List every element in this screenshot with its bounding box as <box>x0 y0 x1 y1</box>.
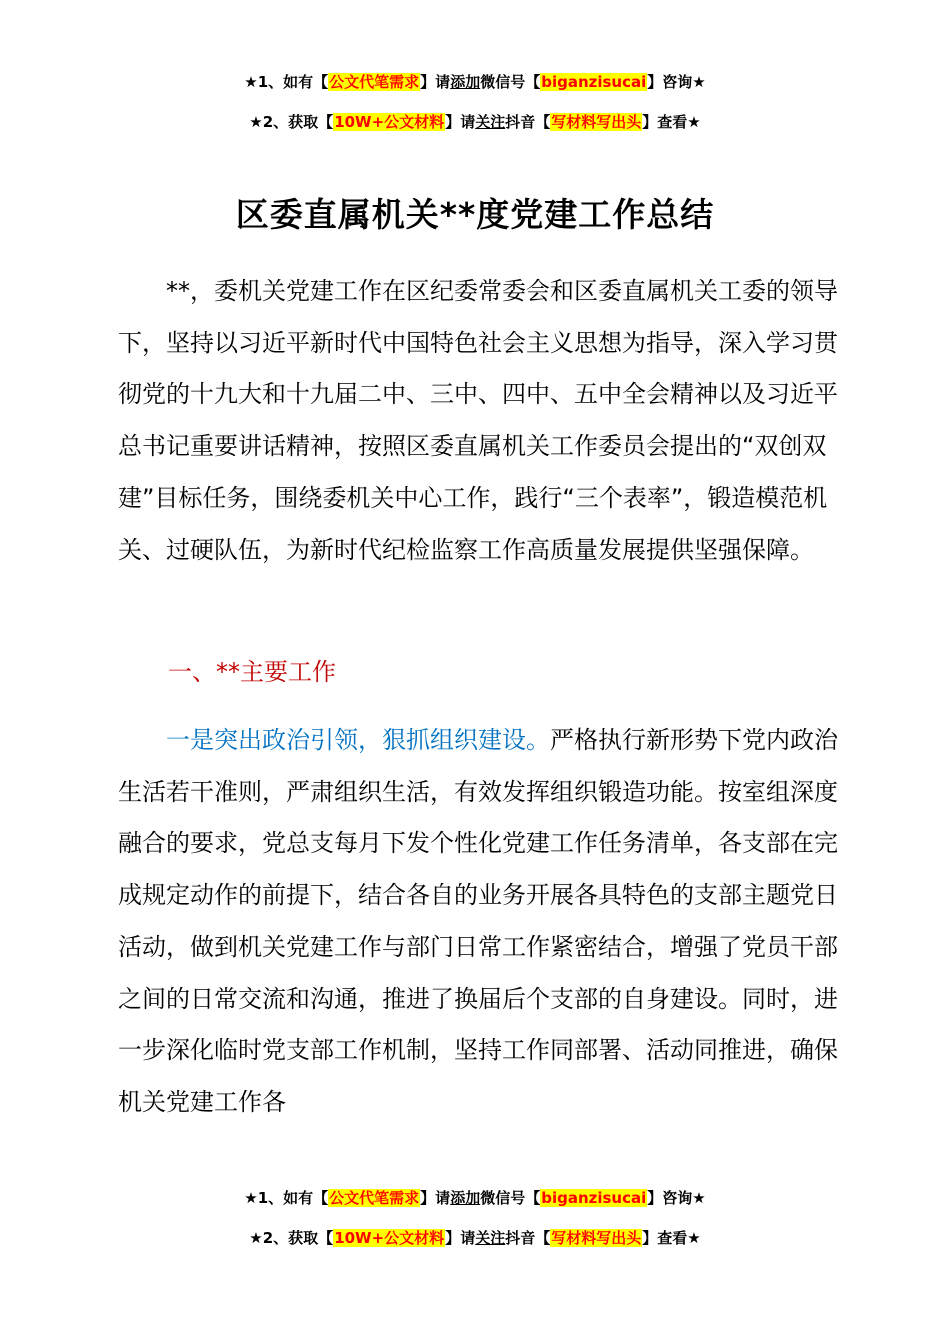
bottom-banner-line-1 <box>0 1188 950 1208</box>
banner-text: 】请 <box>420 1189 451 1207</box>
banner-highlight: 公文代笔需求 <box>329 1189 420 1207</box>
banner-highlight: biganzisucai <box>541 73 647 91</box>
banner-underlined: 关注 <box>475 1229 506 1247</box>
body-paragraph <box>118 715 858 1129</box>
document-title: 区委直属机关**度党建工作总结 <box>235 195 715 234</box>
banner-text: 】请 <box>445 113 476 131</box>
banner-underlined: 添加 <box>450 1189 481 1207</box>
paragraph-lead: 一是突出政治引领，狠抓组织建设。 <box>166 726 550 754</box>
banner-text: 微信号【 <box>480 1189 541 1207</box>
banner-text: 】查看★ <box>642 1229 701 1247</box>
banner-text: 抖音【 <box>505 113 551 131</box>
top-banner-line-1 <box>0 72 950 92</box>
banner-text: 微信号【 <box>480 73 541 91</box>
banner-text: 】查看★ <box>642 113 701 131</box>
banner-text: 】请 <box>445 1229 476 1247</box>
banner-text: 抖音【 <box>505 1229 551 1247</box>
section-heading: 一、**主要工作 <box>168 658 336 686</box>
paragraph-body: 严格执行新形势下党内政治生活若干准则，严肃组织生活，有效发挥组织锻造功能。按室组深度融合的要求，党总支每月下发个性化党建工作任务清单，各支部在完成规定动作的前提下，结合各自的业务开展各具特色的支部主题党日活动，做到机关党建工作与部门日常工作紧密结合，增强了党员干部之间的日常交流和沟通，推进了换届后个支部的自身建设。同时，进一步深化临时党支部工作机制，坚持工作同部署、活动同推进，确保机关党建工作各 <box>118 726 838 1116</box>
banner-underlined: 添加 <box>450 73 481 91</box>
banner-highlight: 10W+公文材料 <box>334 1229 445 1247</box>
banner-highlight: 10W+公文材料 <box>334 113 445 131</box>
banner-text: ★1、如有【 <box>244 1189 329 1207</box>
banner-text: 】咨询★ <box>647 1189 706 1207</box>
top-banner-line-2 <box>0 112 950 132</box>
banner-highlight: 写材料写出头 <box>551 113 642 131</box>
banner-text: 】请 <box>420 73 451 91</box>
bottom-banner-line-2 <box>0 1228 950 1248</box>
banner-text: 】咨询★ <box>647 73 706 91</box>
banner-highlight: biganzisucai <box>541 1189 647 1207</box>
banner-highlight: 公文代笔需求 <box>329 73 420 91</box>
banner-text: ★2、获取【 <box>249 113 334 131</box>
banner-underlined: 关注 <box>475 113 506 131</box>
banner-text: ★2、获取【 <box>249 1229 334 1247</box>
intro-paragraph: **，委机关党建工作在区纪委常委会和区委直属机关工委的领导下，坚持以习近平新时代中国特色社会主义思想为指导，深入学习贯彻党的十九大和十九届二中、三中、四中、五中全会精神以及习近平总书记重要讲话精神，按照区委直属机关工作委员会提出的“双创双建”目标任务，围绕委机关中心工作，践行“三个表率”，锻造模范机关、过硬队伍，为新时代纪检监察工作高质量发展提供坚强保障。 <box>118 277 838 564</box>
banner-text: ★1、如有【 <box>244 73 329 91</box>
banner-highlight: 写材料写出头 <box>551 1229 642 1247</box>
